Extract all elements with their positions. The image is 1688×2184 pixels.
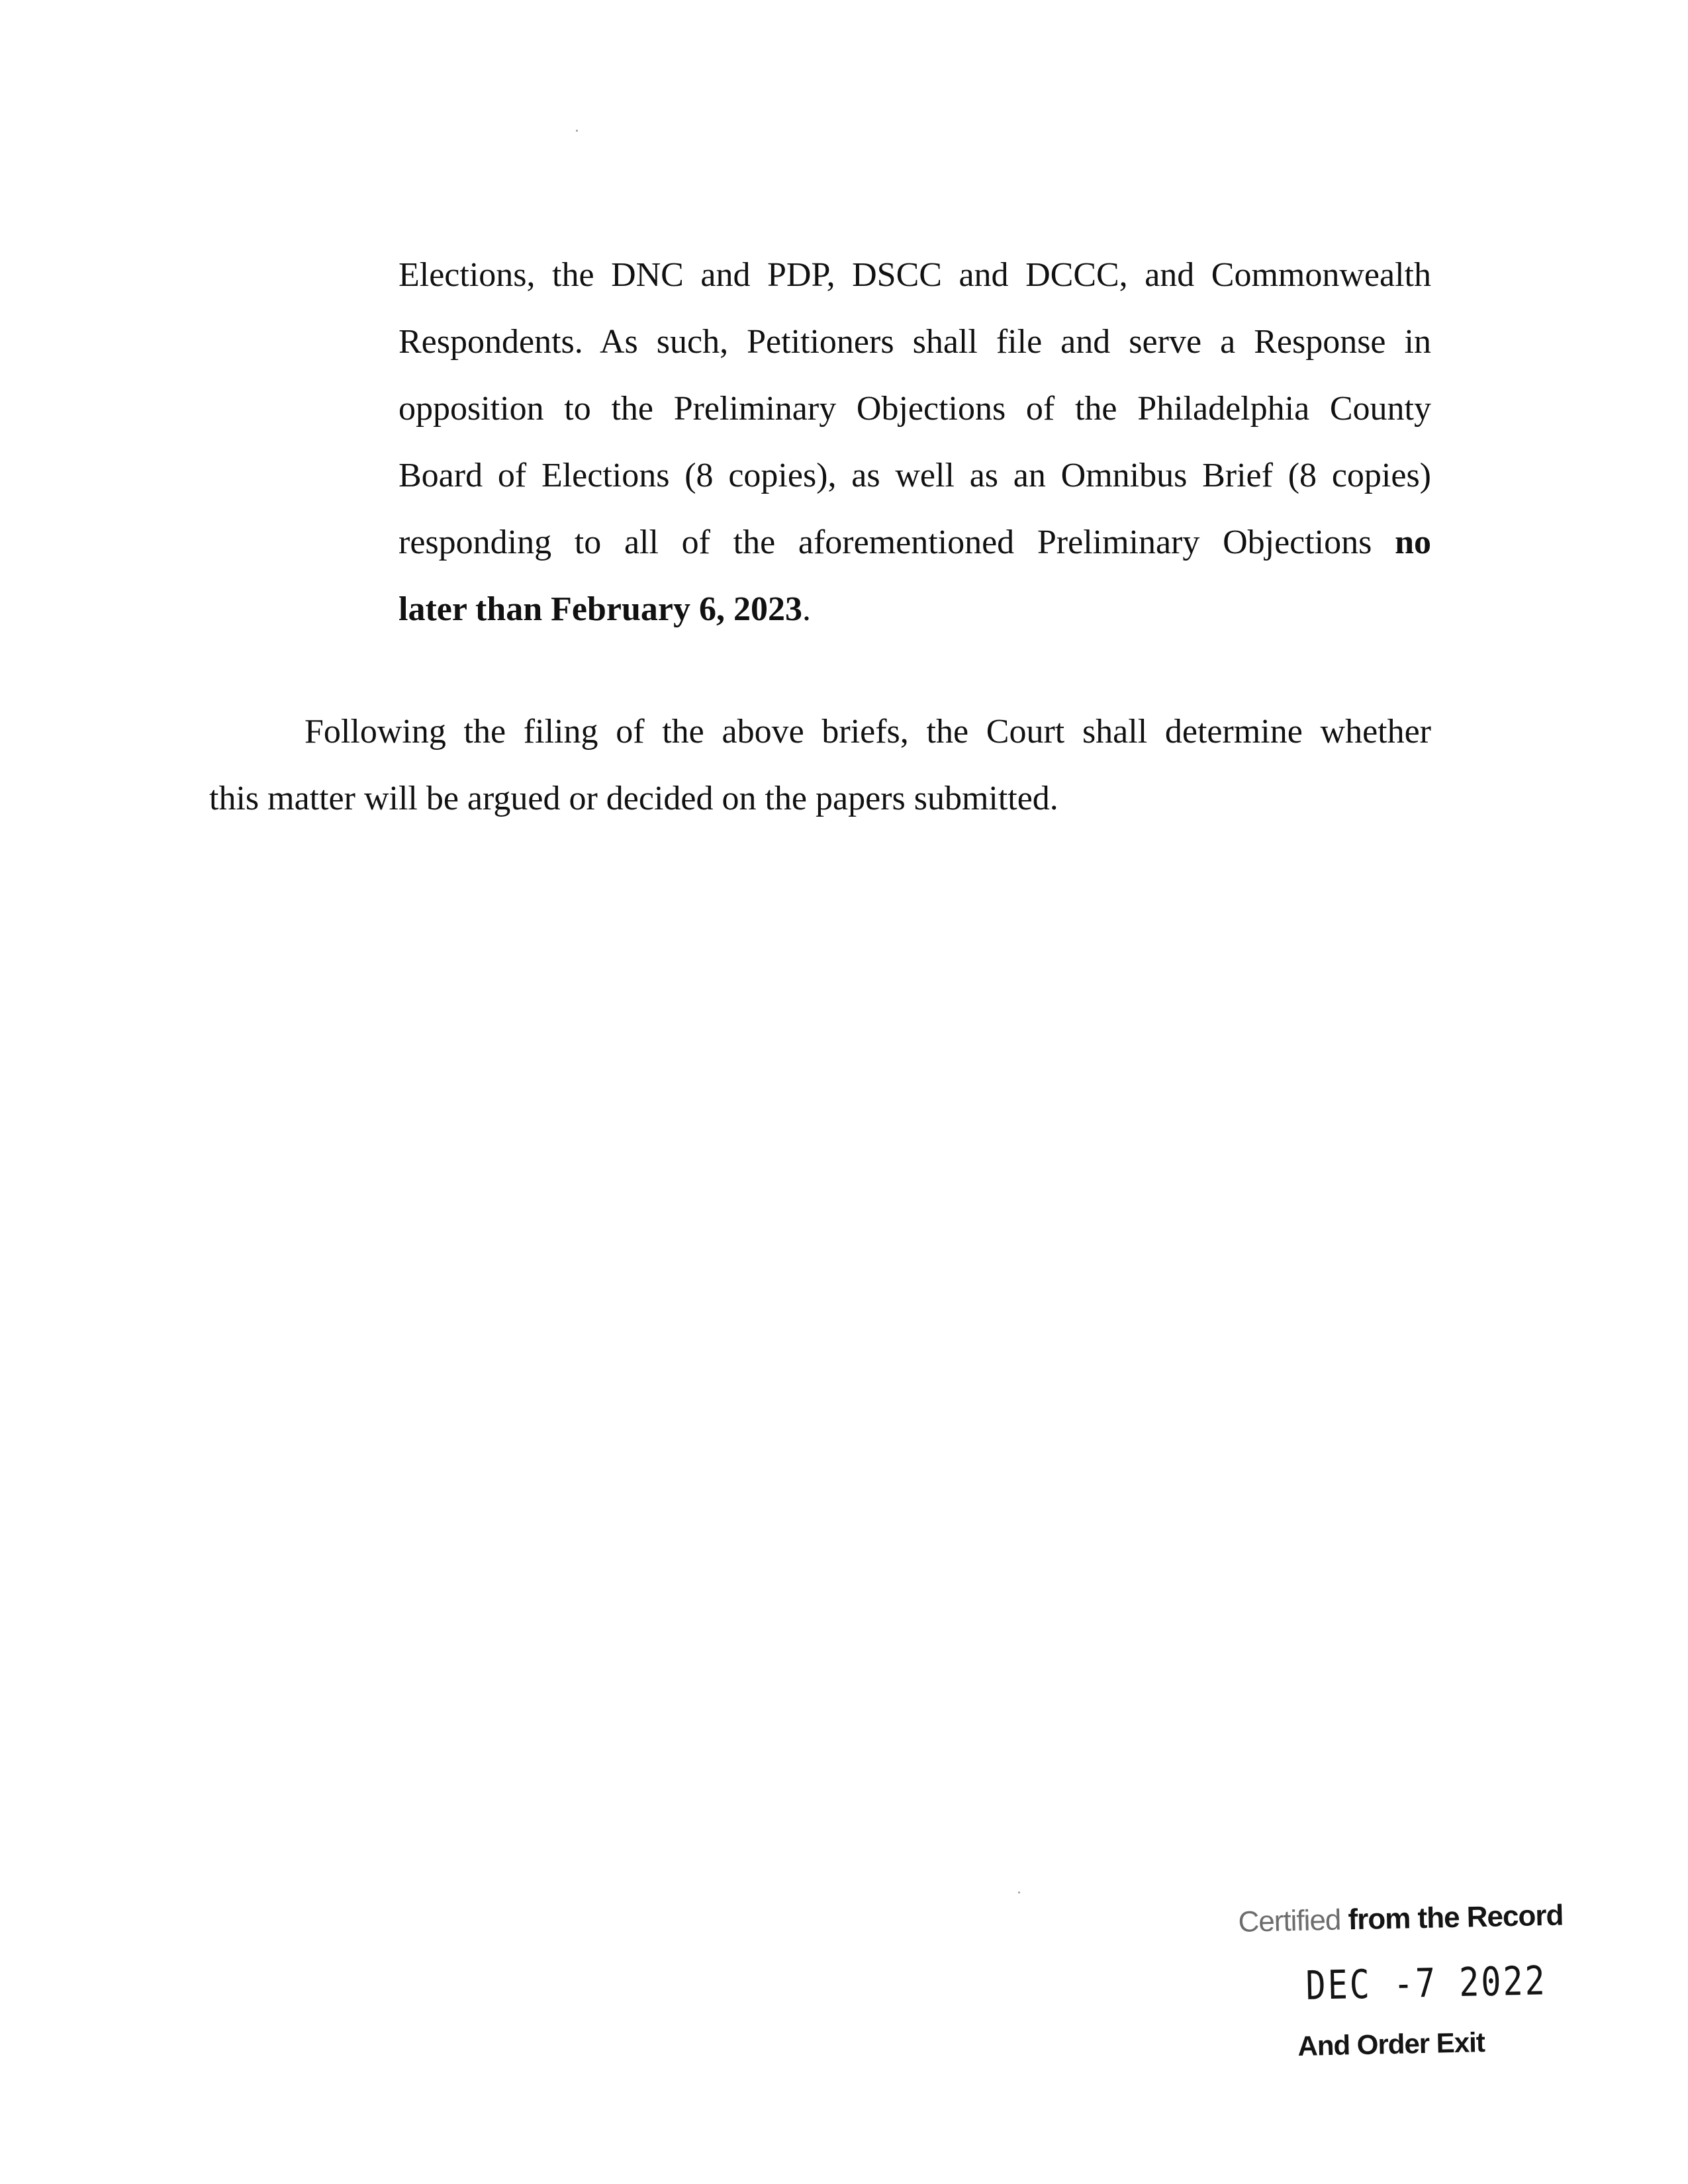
paragraph-line-text: responding to all of the aforementioned Preliminary Objections	[399, 523, 1395, 561]
paragraph-line	[399, 576, 1431, 643]
continued-paragraph	[399, 242, 1431, 643]
paragraph-line	[399, 509, 1431, 576]
paragraph-line: Board of Elections (8 copies), as well as an Omnibus Brief (8 copies)	[399, 457, 1431, 494]
stamp-certified-line	[1238, 1899, 1564, 1939]
paragraph-line: Elections, the DNC and PDP, DSCC and DCCC, and Commonwealth	[399, 256, 1431, 294]
paragraph-line-end: .	[802, 590, 811, 628]
stamp-date: DEC -7 2022	[1305, 1958, 1548, 2009]
deadline-emphasis: later than February 6, 2023	[399, 590, 802, 628]
second-paragraph	[209, 698, 1431, 832]
paragraph-line: Following the filing of the above briefs, the Court shall determine whether	[305, 713, 1431, 751]
stamp-certified-word: Certified	[1237, 1903, 1341, 1938]
paragraph-line: Respondents. As such, Petitioners shall file and serve a Response in	[399, 323, 1431, 361]
paragraph-line: opposition to the Preliminary Objections of the Philadelphia County	[399, 390, 1431, 428]
paragraph-line: this matter will be argued or decided on the papers submitted.	[209, 780, 1058, 817]
deadline-emphasis: no	[1395, 523, 1431, 561]
scan-speck	[1018, 1891, 1020, 1893]
stamp-from-record: from the Record	[1340, 1899, 1564, 1936]
scan-speck	[576, 130, 578, 132]
stamp-order-exit: And Order Exit	[1297, 2026, 1485, 2062]
certification-stamp	[1231, 1899, 1579, 2091]
